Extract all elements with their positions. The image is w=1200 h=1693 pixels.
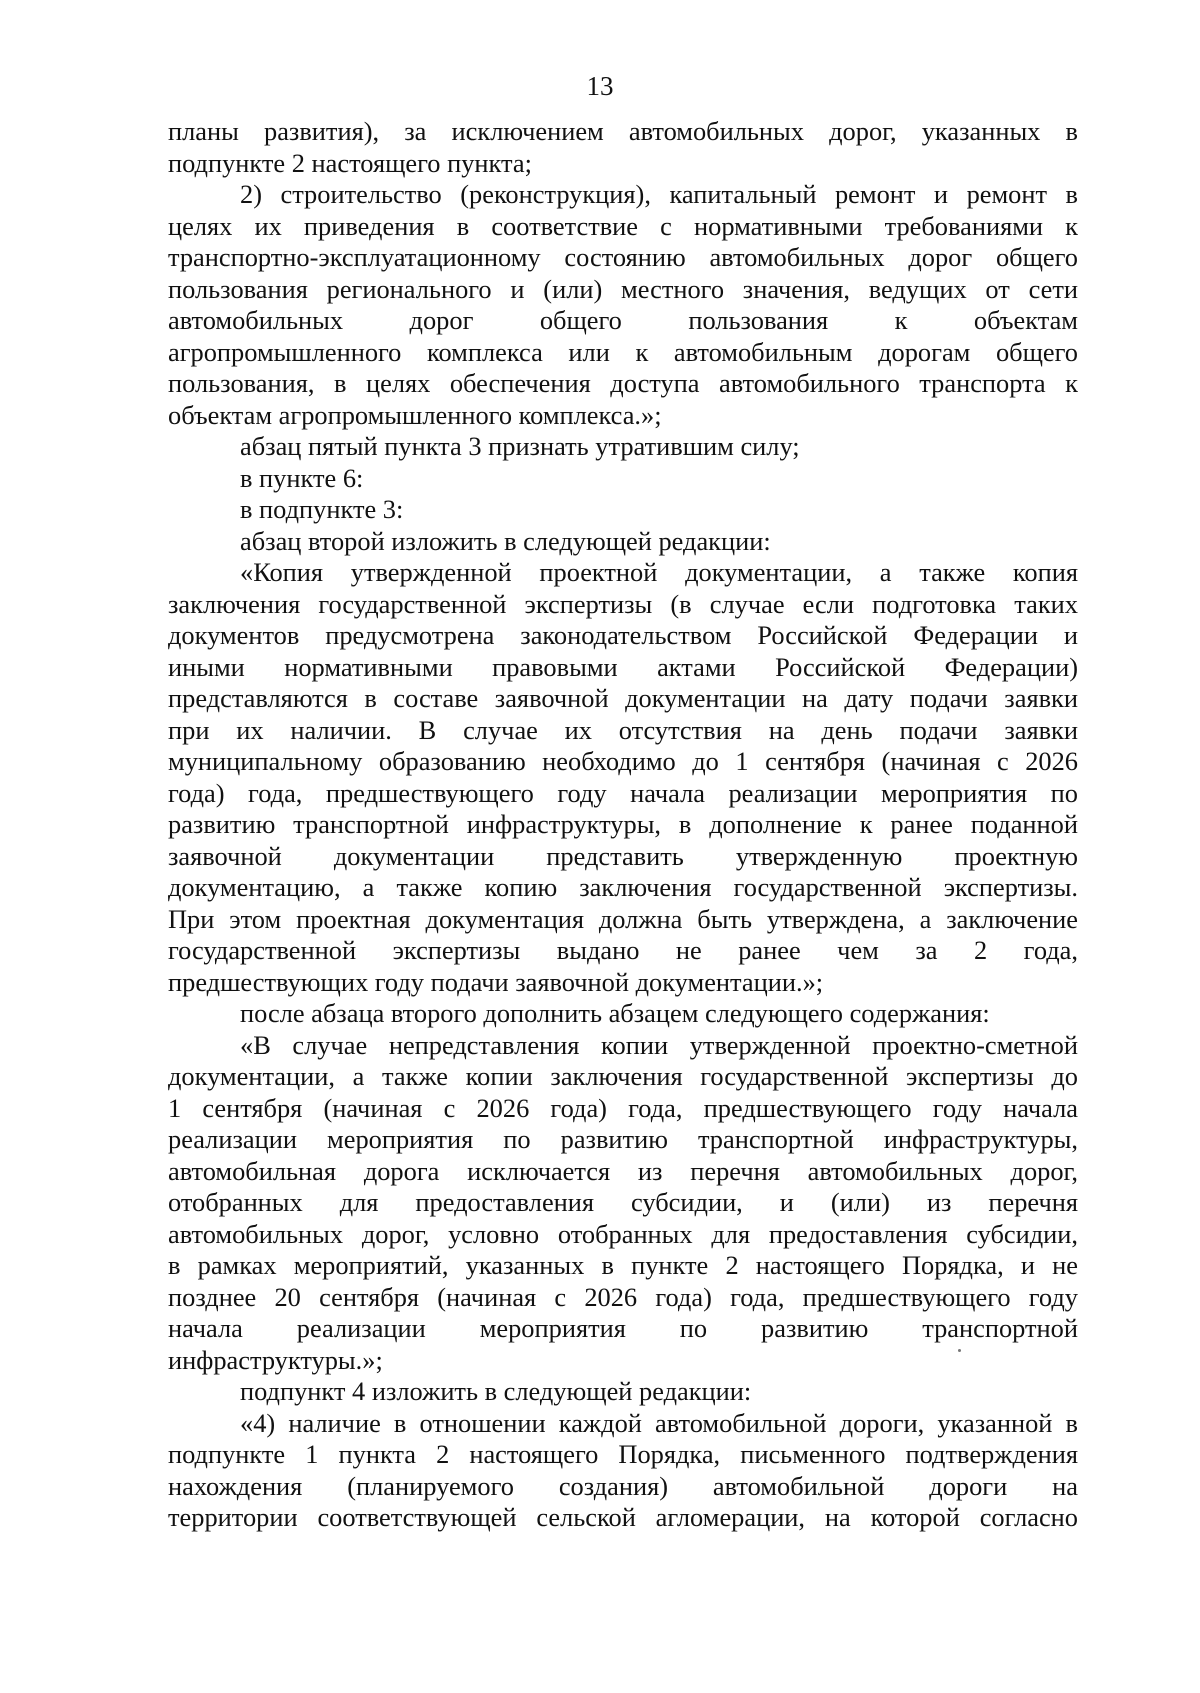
text-line: нахождения (планируемого создания) автомобильной дороги на [168,1470,1078,1501]
page-number: 13 [586,71,614,101]
text-line: предшествующих году подачи заявочной документации.»; [168,966,824,997]
text-line: отобранных для предоставления субсидии, и (или) из перечня [168,1187,1078,1217]
text-line: документации, а также копии заключения государственной экспертизы до [168,1061,1078,1091]
text-line: подпункте 2 настоящего пункта; [168,147,532,178]
text-line: абзац пятый пункта 3 признать утратившим силу; [240,431,800,461]
text-line: «В случае непредставления копии утвержденной проектно-сметной [240,1029,1078,1060]
scan-speck [958,1349,961,1352]
text-line: пользования, в целях обеспечения доступа автомобильного транспорта к [168,368,1078,398]
text-line: заключения государственной экспертизы (в случае если подготовка таких [168,588,1078,619]
text-line: автомобильных дорог, условно отобранных для предоставления субсидии, [168,1218,1078,1249]
text-line: инфраструктуры.»; [168,1344,383,1375]
text-line: При этом проектная документация должна быть утверждена, а заключение [168,903,1078,934]
text-line: объектам агропромышленного комплекса.»; [168,399,662,430]
text-line: документов предусмотрена законодательством Российской Федерации и [168,620,1078,650]
text-line: позднее 20 сентября (начиная с 2026 года) года, предшествующего году [168,1281,1078,1312]
text-line: автомобильная дорога исключается из перечня автомобильных дорог, [168,1155,1078,1186]
text-line: представляются в составе заявочной документации на дату подачи заявки [168,683,1078,713]
text-line: подпункте 1 пункта 2 настоящего Порядка, письменного подтверждения [168,1439,1078,1469]
text-line: развитию транспортной инфраструктуры, в дополнение к ранее поданной [168,809,1078,839]
text-line: 1 сентября (начиная с 2026 года) года, предшествующего году начала [168,1092,1078,1123]
text-line: иными нормативными правовыми актами Российской Федерации) [168,651,1078,682]
text-line: пользования регионального и (или) местного значения, ведущих от сети [168,273,1078,304]
text-line: «4) наличие в отношении каждой автомобильной дороги, указанной в [240,1407,1078,1438]
text-line: территории соответствующей сельской агломерации, на которой согласно [168,1502,1078,1532]
text-line: в подпункте 3: [240,494,404,524]
text-line: 2) строительство (реконструкция), капитальный ремонт и ремонт в [240,179,1078,209]
text-line: планы развития), за исключением автомобильных дорог, указанных в [168,116,1078,146]
text-line: подпункт 4 изложить в следующей редакции: [240,1376,752,1406]
text-line: начала реализации мероприятия по развитию транспортной [168,1313,1078,1343]
text-line: агропромышленного комплекса или к автомобильным дорогам общего [168,336,1078,367]
text-line: при их наличии. В случае их отсутствия на день подачи заявки [168,714,1078,745]
text-line: документацию, а также копию заключения государственной экспертизы. [168,872,1078,902]
text-line: года) года, предшествующего году начала реализации мероприятия по [168,777,1078,808]
text-line: «Копия утвержденной проектной документации, а также копия [240,557,1078,587]
document-body [168,116,1078,1534]
text-line: заявочной документации представить утвержденную проектную [168,840,1078,871]
text-line: автомобильных дорог общего пользования к объектам [168,305,1078,335]
text-line: после абзаца второго дополнить абзацем следующего содержания: [240,998,990,1028]
text-line: целях их приведения в соответствие с нормативными требованиями к [168,210,1078,241]
text-line: абзац второй изложить в следующей редакции: [240,525,771,556]
text-line: в пункте 6: [240,462,364,493]
text-line: транспортно-эксплуатационному состоянию автомобильных дорог общего [168,242,1078,272]
text-line: реализации мероприятия по развитию транспортной инфраструктуры, [168,1124,1078,1154]
text-line: в рамках мероприятий, указанных в пункте 2 настоящего Порядка, и не [168,1250,1078,1280]
text-line: муниципальному образованию необходимо до 1 сентября (начиная с 2026 [168,746,1078,776]
text-line: государственной экспертизы выдано не ранее чем за 2 года, [168,935,1078,965]
